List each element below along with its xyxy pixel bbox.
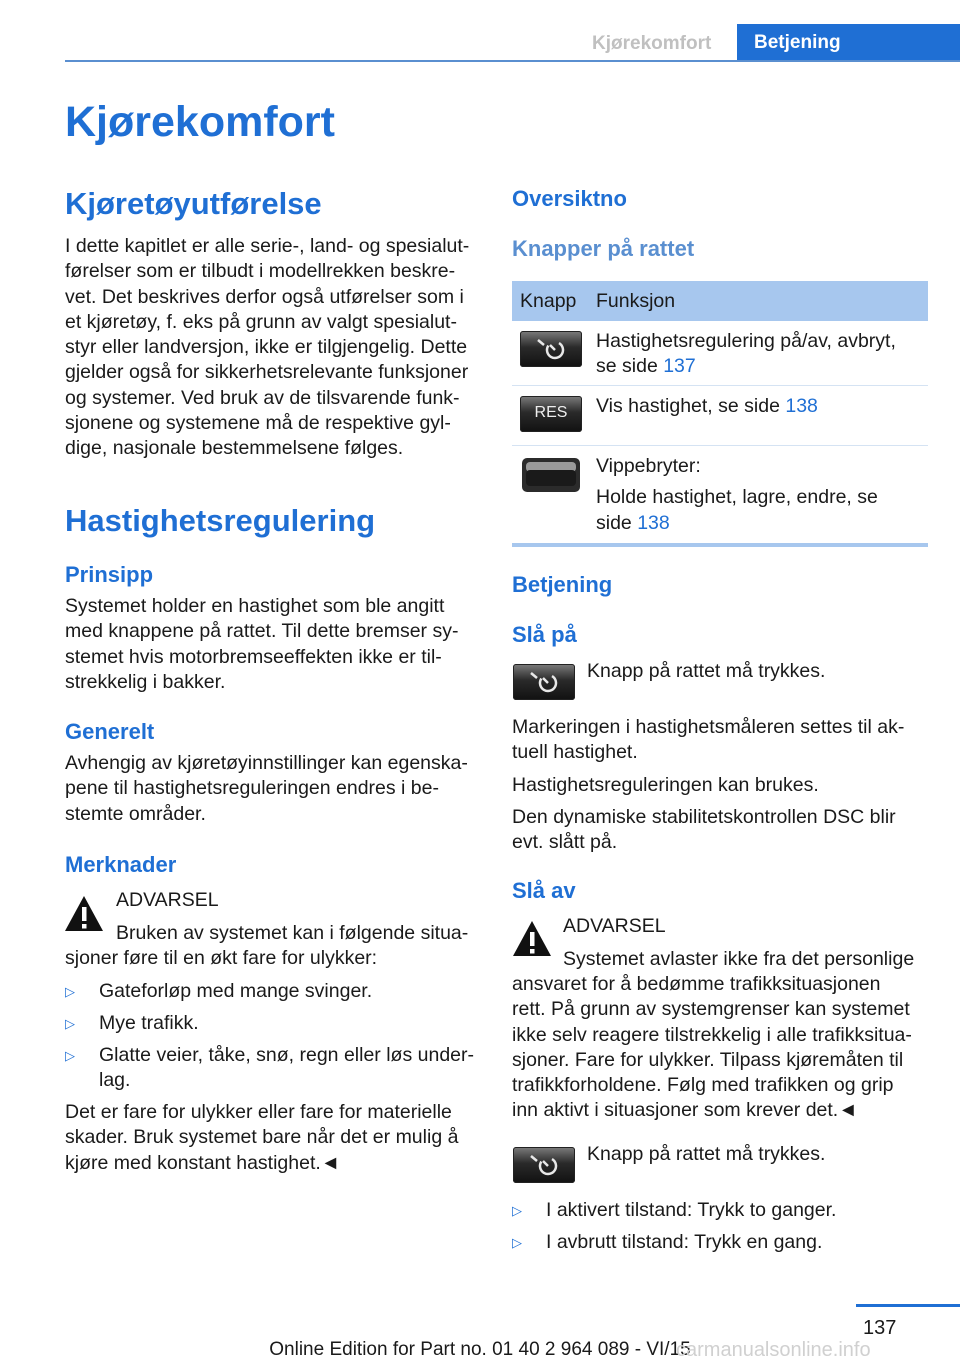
- bullet-triangle-icon: ▷: [65, 1016, 75, 1031]
- text-line: strekkelig i bakker.: [65, 670, 226, 693]
- page-link[interactable]: 138: [785, 395, 818, 417]
- list-item-text: I avbrutt tilstand: Trykk en gang.: [546, 1231, 823, 1253]
- page-link[interactable]: 137: [663, 355, 696, 378]
- list-item-text: Gateforløp med mange svinger.: [99, 980, 373, 1002]
- rocker-switch-icon: [520, 456, 582, 492]
- warning-triangle-icon: [511, 918, 553, 960]
- principle-paragraph: [65, 594, 458, 695]
- bullet-triangle-icon: ▷: [65, 1048, 75, 1063]
- text-line: styr eller landversjon, ikke er tilgjengelig. Dette: [65, 336, 468, 359]
- press-button-text: Knapp på rattet må trykkes.: [587, 660, 826, 682]
- heading-notes: Merknader: [65, 852, 177, 877]
- text-line: tuell hastighet.: [512, 741, 638, 764]
- text-line: Markeringen i hastighetsmåleren settes til ak-: [512, 716, 905, 738]
- heading-operation: Betjening: [512, 572, 613, 597]
- header-section-label: Kjørekomfort: [592, 33, 712, 54]
- heading-principle: Prinsipp: [65, 562, 154, 587]
- cruise-toggle-icon: [520, 331, 582, 367]
- text-line: rett. På grunn av systemgrenser kan systemet: [512, 998, 910, 1021]
- turn-on-paragraph: [512, 715, 904, 855]
- text-line: Vippebryter:: [596, 455, 701, 477]
- text-line: gjelder også for sikkerhetsrelevante funksjoner: [65, 361, 469, 384]
- text-line: evt. slått på.: [512, 831, 618, 854]
- text-line: Avhengig av kjøretøyinnstillinger kan egenska-: [65, 752, 468, 774]
- text-line: kjøre med konstant hastighet.◄: [65, 1151, 341, 1174]
- bullet-triangle-icon: ▷: [512, 1235, 522, 1250]
- text-line: trafikkforholdene. Følg med trafikken og grip: [512, 1074, 894, 1097]
- text-line: med knappene på rattet. Til dette bremser sy-: [65, 620, 459, 643]
- heading-overview: Oversiktno: [512, 186, 627, 211]
- text-line: se side: [596, 355, 664, 378]
- text-line: Det er fare for ulykker eller fare for materielle: [65, 1101, 452, 1123]
- warning-text: sjoner føre til en økt fare for ulykker:: [65, 947, 378, 969]
- text-line: pene til hastighetsreguleringen endres i be-: [65, 777, 439, 800]
- text-line: sjonene og systemene må de respektive gyl-: [65, 412, 451, 435]
- text-line: Vis hastighet, se side: [596, 395, 786, 417]
- text-line: Den dynamiske stabilitetskontrollen DSC blir: [512, 805, 896, 828]
- page-title: Kjørekomfort: [65, 98, 335, 146]
- list-item: [65, 979, 372, 1004]
- header-rule: [65, 60, 960, 62]
- heading-steering-buttons: Knapper på rattet: [512, 236, 695, 261]
- closing-paragraph: [65, 1100, 458, 1176]
- list-item: [65, 1011, 199, 1036]
- press-button-text: Knapp på rattet må trykkes.: [587, 1143, 826, 1165]
- list-item: [512, 1230, 822, 1255]
- text-line: ansvaret for å bedømme trafikksituasjonen: [512, 973, 881, 995]
- res-icon-label: RES: [534, 404, 568, 421]
- watermark: carmanualsonline.info: [676, 1339, 871, 1361]
- text-line: dige, nasjonale bestemmelsene følges.: [65, 437, 404, 460]
- table-row-function: [596, 394, 818, 419]
- general-paragraph: [65, 751, 468, 827]
- heading-general: Generelt: [65, 719, 155, 744]
- row-divider: [512, 445, 928, 446]
- text-line: ikke selv reagere tilstrekkelig i alle trafikksitua-: [512, 1023, 912, 1046]
- warning-text: [512, 972, 912, 1124]
- warning-label: ADVARSEL: [116, 889, 219, 911]
- warning-text-first: Systemet avlaster ikke fra det personlige: [563, 948, 915, 970]
- warning-label: ADVARSEL: [563, 915, 666, 937]
- text-line: I dette kapitlet er alle serie-, land- og spesialut-: [65, 235, 470, 257]
- page-number: 137: [863, 1317, 897, 1339]
- cruise-toggle-icon: [513, 664, 575, 700]
- list-item: [512, 1198, 836, 1223]
- text-line: Hastighetsregulering på/av, avbryt,: [596, 330, 896, 352]
- text-line: Systemet holder en hastighet som ble angitt: [65, 595, 445, 617]
- bullet-triangle-icon: ▷: [65, 984, 75, 999]
- text-line: stemte områder.: [65, 802, 206, 825]
- footer-edition: Online Edition for Part no. 01 40 2 964 089 - VI/15: [269, 1339, 691, 1360]
- text-line: stemet hvis motorbremseeffekten ikke er til-: [65, 645, 442, 668]
- cruise-toggle-icon: [513, 1147, 575, 1183]
- list-item-text: Mye trafikk.: [99, 1012, 199, 1034]
- footer-rule: [856, 1304, 960, 1307]
- row-divider: [512, 385, 928, 386]
- text-line: et kjøretøy, f. eks på grunn av valgt spesialut-: [65, 310, 457, 333]
- text-line: Hastighetsreguleringen kan brukes.: [512, 773, 819, 796]
- vehicle-version-paragraph: [65, 234, 469, 462]
- heading-turn-off: Slå av: [512, 878, 576, 903]
- header-tab: Betjening: [737, 24, 960, 62]
- text-line: sjoner. Fare for ulykker. Tilpass kjøremåten til: [512, 1048, 904, 1071]
- column-header-function: Funksjon: [596, 290, 676, 312]
- list-item-text: Glatte veier, tåke, snø, regn eller løs under-: [99, 1044, 474, 1066]
- bullet-triangle-icon: ▷: [512, 1203, 522, 1218]
- column-header-button: Knapp: [520, 290, 577, 312]
- page-link[interactable]: 138: [637, 511, 670, 534]
- text-line: side: [596, 511, 638, 534]
- text-line: vet. Det beskrives derfor også utførelser som i: [65, 285, 464, 308]
- text-line: førelser som er tilbudt i modellrekken beskre-: [65, 260, 456, 283]
- table-bottom-rule: [512, 543, 928, 547]
- text-line: og systemer. Ved bruk av de tilsvarende funk-: [65, 386, 460, 409]
- res-icon: [520, 396, 582, 432]
- text-line: inn aktivt i situasjoner som krever det.◄: [512, 1099, 858, 1122]
- heading-cruise-control: Hastighetsregulering: [65, 503, 376, 538]
- list-item-text: I aktivert tilstand: Trykk to ganger.: [546, 1199, 837, 1221]
- heading-vehicle-version: Kjøretøyutførelse: [65, 186, 322, 221]
- warning-triangle-icon: [63, 893, 105, 935]
- table-row-function: [596, 454, 878, 536]
- table-row-function: [596, 329, 896, 380]
- text-line: Holde hastighet, lagre, endre, se: [596, 486, 878, 509]
- list-item: [65, 1043, 474, 1094]
- list-item-text: lag.: [99, 1069, 131, 1092]
- heading-turn-on: Slå på: [512, 622, 577, 647]
- text-line: skader. Bruk systemet bare når det er mulig å: [65, 1126, 459, 1149]
- warning-text-first: Bruken av systemet kan i følgende situa-: [116, 922, 469, 944]
